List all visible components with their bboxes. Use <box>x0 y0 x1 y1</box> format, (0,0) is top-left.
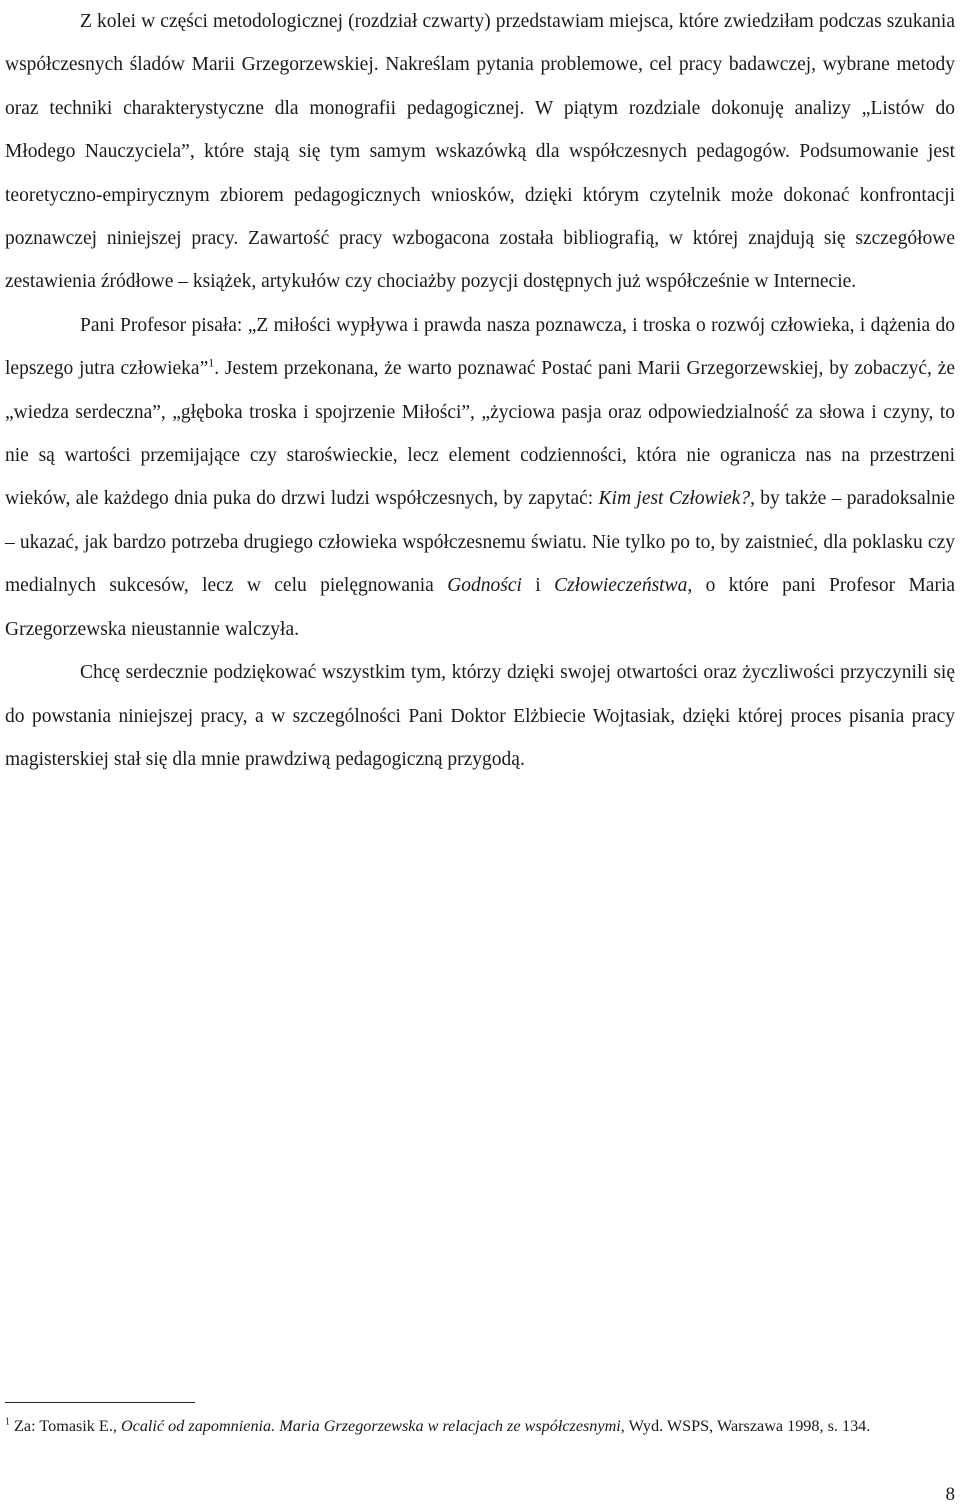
footnote-title: Ocalić od zapomnienia. Maria Grzegorzewska w relacjach ze współczesnymi <box>120 1417 621 1435</box>
text-run: Pani Profesor pisała: „Z miłości wypływa i prawda nasza poznawcza, i troska o rozwój człowieka, i dążenia do lepszego jutra człowieka” <box>5 314 955 380</box>
body-text <box>5 0 955 781</box>
footnote-text: Za: Tomasik E., <box>10 1417 121 1435</box>
italic-text: Godności <box>447 575 522 597</box>
text-run: . Jestem przekonana, że warto poznawać Postać pani Marii Grzegorzewskiej, by zobaczyć, że „wiedza serdeczna”, „głęboka troska i spojrzenie Miłości”, „życiowa pasja oraz odpowiedzialność za słowa i czyny, to nie są wartości przemijające czy staroświeckie, lecz element codzienności, która nie ogranicza nas na przestrzeni wieków, ale każdego dnia puka do drzwi ludzi współczesnych, by zapytać: <box>5 358 956 510</box>
text-run: Z kolei w części metodologicznej (rozdział czwarty) przedstawiam miejsca, które zwiedziłam podczas szukania współczesnych śladów Marii Grzegorzewskiej. Nakreślam pytania problemowe, cel pracy badawczej, wybrane metody oraz techniki charakterystyczne dla monografii pedagogicznej. W piątym rozdziale dokonuję analizy „Listów do Młodego Nauczyciela”, które stają się tym samym wskazówką dla współczesnych pedagogów. Podsumowanie jest teoretyczno-empirycznym zbiorem pedagogicznych wniosków, dzięki którym czytelnik może dokonać konfrontacji poznawczej niniejszej pracy. Zawartość pracy wzbogacona została bibliografią, w której znajdują się szczegółowe zestawienia źródłowe – książek, artykułów czy chociażby pozycji dostępnych już współcześnie w Internecie. <box>5 11 955 293</box>
footnote-marker: 1 <box>5 1416 10 1428</box>
italic-text: Człowieczeństwa <box>554 575 688 597</box>
text-run: , by także – paradoksalnie – ukazać, jak bardzo potrzeba drugiego człowieka współczesnemu światu. Nie tylko po to, by zaistnieć, dla poklasku czy medialnych sukcesów, lecz w celu pielęgnowania <box>5 488 955 597</box>
footnote-separator <box>5 1402 195 1403</box>
paragraph <box>5 0 955 304</box>
footnote-text: , Wyd. WSPS, Warszawa 1998, s. 134. <box>620 1417 871 1435</box>
footnote-reference: 1 <box>208 355 215 370</box>
italic-text: Kim jest Człowiek? <box>598 488 751 510</box>
paragraph <box>5 651 955 781</box>
paragraph <box>5 304 955 651</box>
document-page <box>5 0 955 781</box>
text-run: i <box>521 575 555 597</box>
text-run: , o które pani Profesor Maria Grzegorzewska nieustannie walczyła. <box>5 575 956 640</box>
footnote <box>5 1414 955 1439</box>
text-run: Chcę serdecznie podziękować wszystkim tym, którzy dzięki swojej otwartości oraz życzliwości przyczynili się do powstania niniejszej pracy, a w szczególności Pani Doktor Elżbiecie Wojtasiak, dzięki której proces pisania pracy magisterskiej stał się dla mnie prawdziwą pedagogiczną przygodą. <box>5 662 955 770</box>
page-number: 8 <box>945 1484 955 1505</box>
